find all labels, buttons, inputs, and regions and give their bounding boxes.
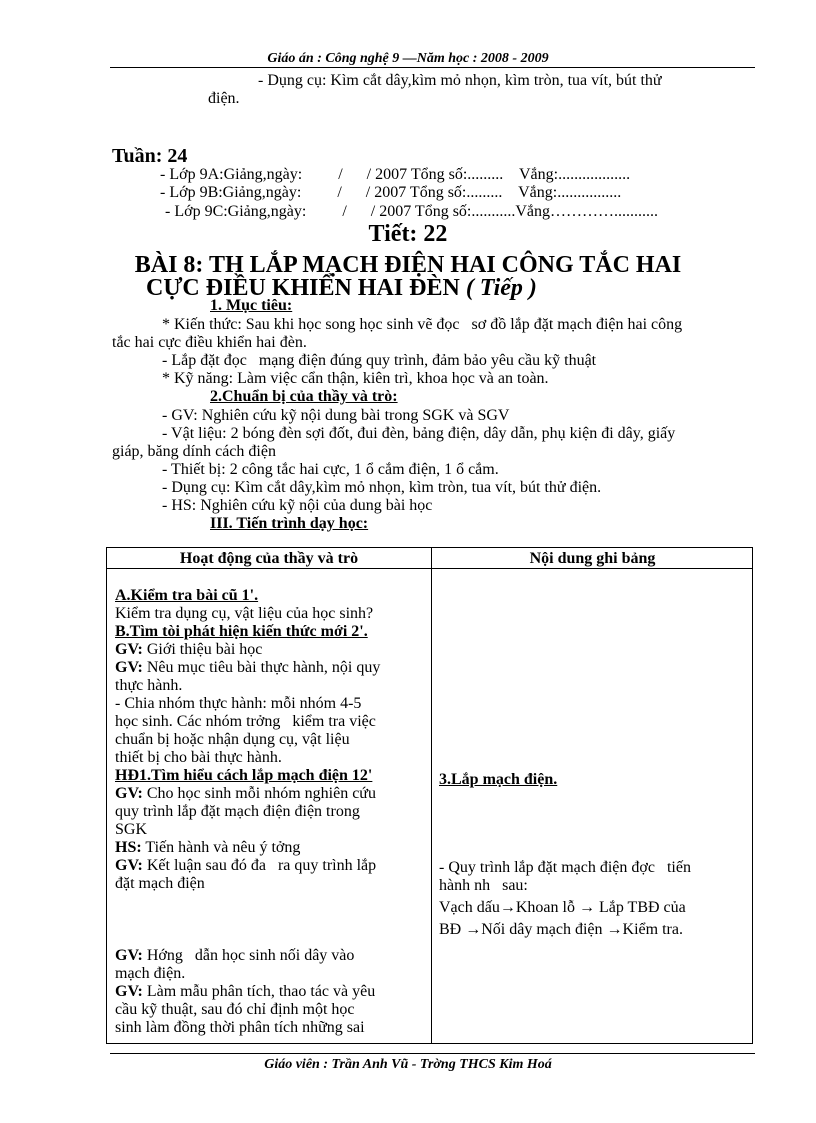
lesson-title-line1: BÀI 8: TH LẮP MẠCH ĐIỆN HAI CÔNG TẮC HAI (134, 252, 682, 278)
step-text: Nối dây mạch điện (481, 921, 603, 938)
activity-line: quy trình lắp đặt mạch điện điện trong (115, 803, 360, 820)
preparation-line: - HS: Nghiên cứu kỹ nội của dung bài học (162, 497, 433, 514)
table-header-divider (107, 568, 752, 569)
activity-line: chuẩn bị hoặc nhận dụng cụ, vật liệu (115, 731, 350, 748)
activity-line: thiết bị cho bài thực hành. (115, 749, 282, 766)
class-9a-line: - Lớp 9A:Giảng,ngày: / / 2007 Tổng số:......... Vắng:.................. (160, 166, 631, 183)
board-line (439, 900, 686, 917)
activity-text: Nêu mục tiêu bài thực hành, nội quy (146, 659, 381, 676)
arrow-right-icon: → (606, 921, 623, 938)
activity-line (115, 984, 375, 1001)
activity-line (115, 786, 376, 803)
objective-line: - Lắp đặt đọc mạng điện đúng quy trình, đảm bảo yêu cầu kỹ thuật (162, 352, 597, 369)
activity-line: mạch điện. (115, 965, 186, 982)
header-rule (110, 67, 755, 68)
lesson-table (106, 547, 753, 1044)
gv-label: GV: (115, 659, 143, 676)
activity-line: thực hành. (115, 677, 183, 694)
section-a-text: Kiểm tra dụng cụ, vật liệu của học sinh? (115, 605, 374, 622)
activity-text: Giới thiệu bài học (146, 641, 263, 658)
table-header-activities: Hoạt động của thầy và trò (179, 550, 359, 567)
section-a-title: A.Kiểm tra bài cũ 1'. (115, 587, 259, 604)
gv-label: GV: (115, 983, 143, 1000)
preparation-line: - GV: Nghiên cứu kỹ nội dung bài trong SGK và SGV (162, 407, 510, 424)
activity-line: học sinh. Các nhóm trởng kiểm tra việc (115, 713, 376, 730)
class-9b-line: - Lớp 9B:Giảng,ngày: / / 2007 Tổng số:......... Vắng:................ (160, 184, 622, 201)
hs-label: HS: (115, 839, 142, 856)
activity-line: cầu kỹ thuật, sau đó chỉ định một học (115, 1001, 355, 1018)
process-heading: III. Tiến trình dạy học: (210, 515, 369, 532)
activity-line: đặt mạch điện (115, 875, 205, 892)
lesson-title-line2 (146, 276, 537, 301)
gv-label: GV: (115, 947, 143, 964)
section-b-title: B.Tìm tòi phát hiện kiến thức mới 2'. (115, 623, 368, 640)
objective-line: * Kỹ năng: Làm việc cẩn thận, kiên trì, khoa học và an toàn. (162, 370, 549, 387)
preparation-line: - Thiết bị: 2 công tắc hai cực, 1 ổ cắm điện, 1 ổ cắm. (162, 461, 499, 478)
preparation-line: giáp, băng dính cách điện (112, 443, 276, 460)
activity-line: - Chia nhóm thực hành: mỗi nhóm 4-5 (115, 695, 362, 712)
activity-line: SGK (115, 821, 148, 838)
step-text: Khoan lỗ (515, 899, 575, 916)
arrow-right-icon: → (499, 899, 516, 916)
lesson-title-main: CỰC ĐIỀU KHIỂN HAI ĐÈN (146, 275, 460, 301)
objective-line: * Kiến thức: Sau khi học song học sinh vẽ đọc sơ đồ lắp đặt mạch điện hai công (162, 316, 683, 333)
arrow-right-icon: → (465, 921, 482, 938)
step-text: BĐ (439, 921, 462, 938)
board-section-title: 3.Lắp mạch điện. (439, 771, 558, 788)
preparation-heading: 2.Chuẩn bị của thầy và trò: (210, 388, 398, 405)
activity-text: Làm mẫu phân tích, thao tác và yêu (146, 983, 376, 1000)
activity-1-title: HĐ1.Tìm hiểu cách lắp mạch điện 12' (115, 767, 373, 784)
gv-label: GV: (115, 641, 143, 658)
page-footer: Giáo viên : Trần Anh Vũ - Trờng THCS Kim Hoá (264, 1057, 552, 1072)
preparation-line: - Vật liệu: 2 bóng đèn sợi đốt, đui đèn, bảng điện, dây dẫn, phụ kiện đi dây, giấy (162, 425, 676, 442)
activity-text: Tiến hành và nêu ý tởng (145, 839, 301, 856)
preparation-line: - Dụng cụ: Kìm cắt dây,kìm mỏ nhọn, kìm tròn, tua vít, bút thử điện. (162, 479, 602, 496)
board-line: - Quy trình lắp đặt mạch điện đợc tiến (439, 859, 691, 876)
objective-line: tắc hai cực điều khiển hai đèn. (112, 334, 307, 351)
activity-line (115, 858, 376, 875)
activity-line (115, 642, 262, 659)
step-text: Kiểm tra. (622, 921, 683, 938)
activity-text: Cho học sinh mỗi nhóm nghiên cứu (146, 785, 376, 802)
table-column-divider (431, 548, 432, 1043)
gv-label: GV: (115, 857, 143, 874)
table-header-board-content: Nội dung ghi bảng (529, 550, 656, 567)
gv-label: GV: (115, 785, 143, 802)
activity-line (115, 948, 354, 965)
lesson-title-suffix: ( Tiếp ) (465, 275, 537, 301)
week-label: Tuần: 24 (112, 145, 188, 167)
objectives-heading: 1. Mục tiêu: (210, 297, 293, 314)
activity-line (115, 840, 300, 857)
step-text: Lắp TBĐ của (598, 899, 686, 916)
footer-rule (110, 1053, 755, 1054)
board-line (439, 922, 683, 939)
activity-text: Hớng dẫn học sinh nối dây vào (146, 947, 355, 964)
activity-line: sinh làm đồng thời phân tích những sai (115, 1019, 365, 1036)
page-header: Giáo án : Công nghệ 9 —Năm học : 2008 - 2009 (267, 51, 549, 66)
activity-text: Kết luận sau đó đa ra quy trình lắp (146, 857, 377, 874)
lesson-number: Tiết: 22 (368, 221, 448, 247)
tools-line-cont: điện. (208, 90, 240, 107)
board-line: hành nh sau: (439, 877, 528, 894)
arrow-right-icon: → (578, 899, 595, 916)
tools-line: - Dụng cụ: Kìm cắt dây,kìm mỏ nhọn, kìm tròn, tua vít, bút thử (258, 72, 662, 89)
class-9c-line: - Lớp 9C:Giảng,ngày: / / 2007 Tổng số:...........Vắng…………........... (165, 203, 659, 220)
step-text: Vạch dấu (439, 899, 500, 916)
activity-line (115, 660, 380, 677)
